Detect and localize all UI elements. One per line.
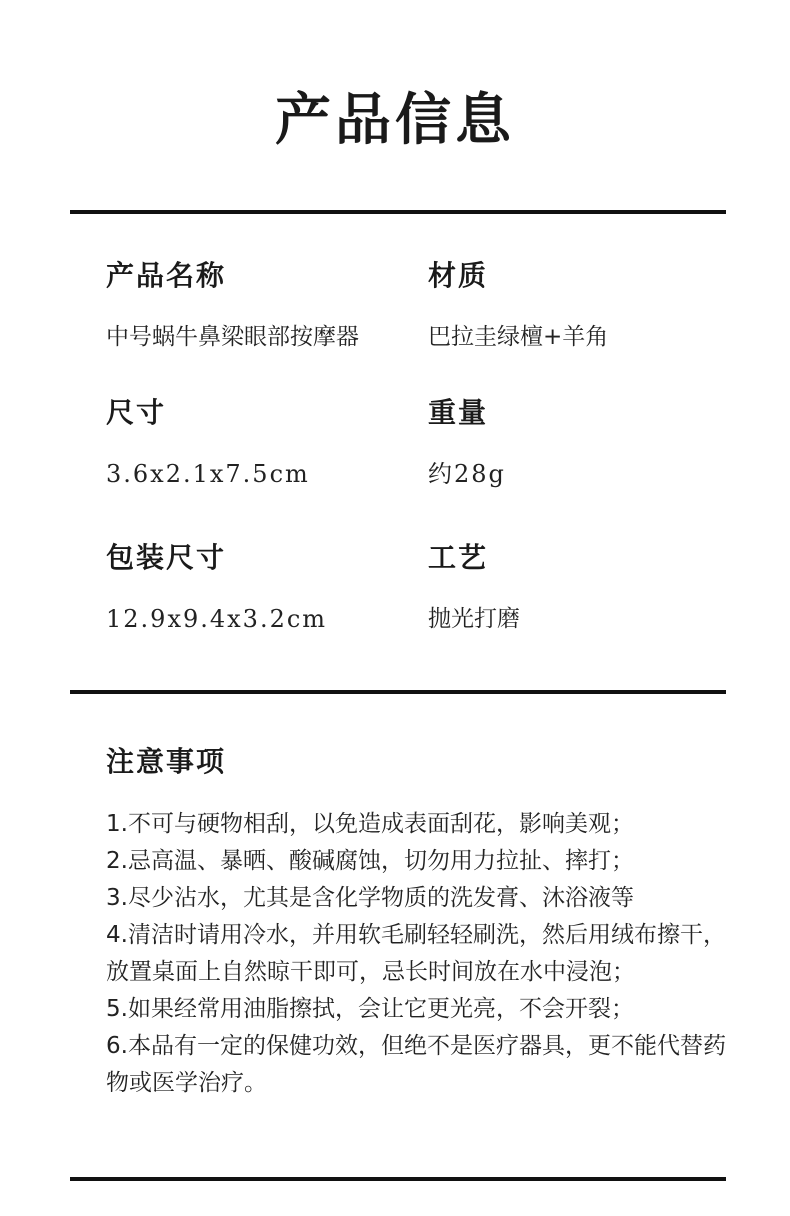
spec-label: 材质: [428, 259, 489, 292]
spec-grid: [106, 248, 706, 668]
list-item: 3.尽少沾水，尤其是含化学物质的洗发膏、沐浴液等: [106, 885, 634, 911]
spec-label: 工艺: [428, 541, 489, 574]
page-title: 产品信息: [275, 87, 515, 153]
spec-item-craft: [428, 538, 748, 636]
bottom-divider: [70, 1177, 726, 1181]
list-item: 2.忌高温、暴晒、酸碱腐蚀，切勿用力拉扯、摔打；: [106, 848, 634, 874]
spec-value: 12.9x9.4x3.2cm: [106, 605, 328, 633]
spec-label: 尺寸: [106, 396, 167, 429]
spec-value: 中号蜗牛鼻梁眼部按摩器: [106, 324, 359, 350]
top-divider: [70, 210, 726, 214]
list-item: 6.本品有一定的保健功效，但绝不是医疗器具，更不能代替药物或医学治疗。: [106, 1033, 726, 1096]
spec-item-size: [106, 393, 426, 491]
spec-item-weight: [428, 393, 748, 491]
list-item: 5.如果经常用油脂擦拭，会让它更光亮，不会开裂；: [106, 996, 634, 1022]
list-item: 1.不可与硬物相刮，以免造成表面刮花，影响美观；: [106, 811, 634, 837]
spec-value: 巴拉圭绿檀+羊角: [428, 324, 609, 350]
spec-item-package-size: [106, 538, 426, 636]
middle-divider: [70, 690, 726, 694]
spec-label: 产品名称: [106, 259, 227, 292]
spec-value: 抛光打磨: [428, 606, 520, 632]
spec-value: 3.6x2.1x7.5cm: [106, 460, 310, 488]
list-item: 4.清洁时请用冷水，并用软毛刷轻轻刷洗，然后用绒布擦干，放置桌面上自然晾干即可，忌长时间放在水中浸泡；: [106, 922, 726, 985]
spec-label: 重量: [428, 396, 489, 429]
notes-section: [106, 742, 726, 1102]
notes-title: 注意事项: [106, 745, 227, 778]
spec-value: 约28g: [428, 460, 506, 488]
notes-list: [106, 806, 726, 1102]
spec-item-product-name: [106, 256, 426, 354]
spec-label: 包装尺寸: [106, 541, 227, 574]
spec-item-material: [428, 256, 748, 354]
